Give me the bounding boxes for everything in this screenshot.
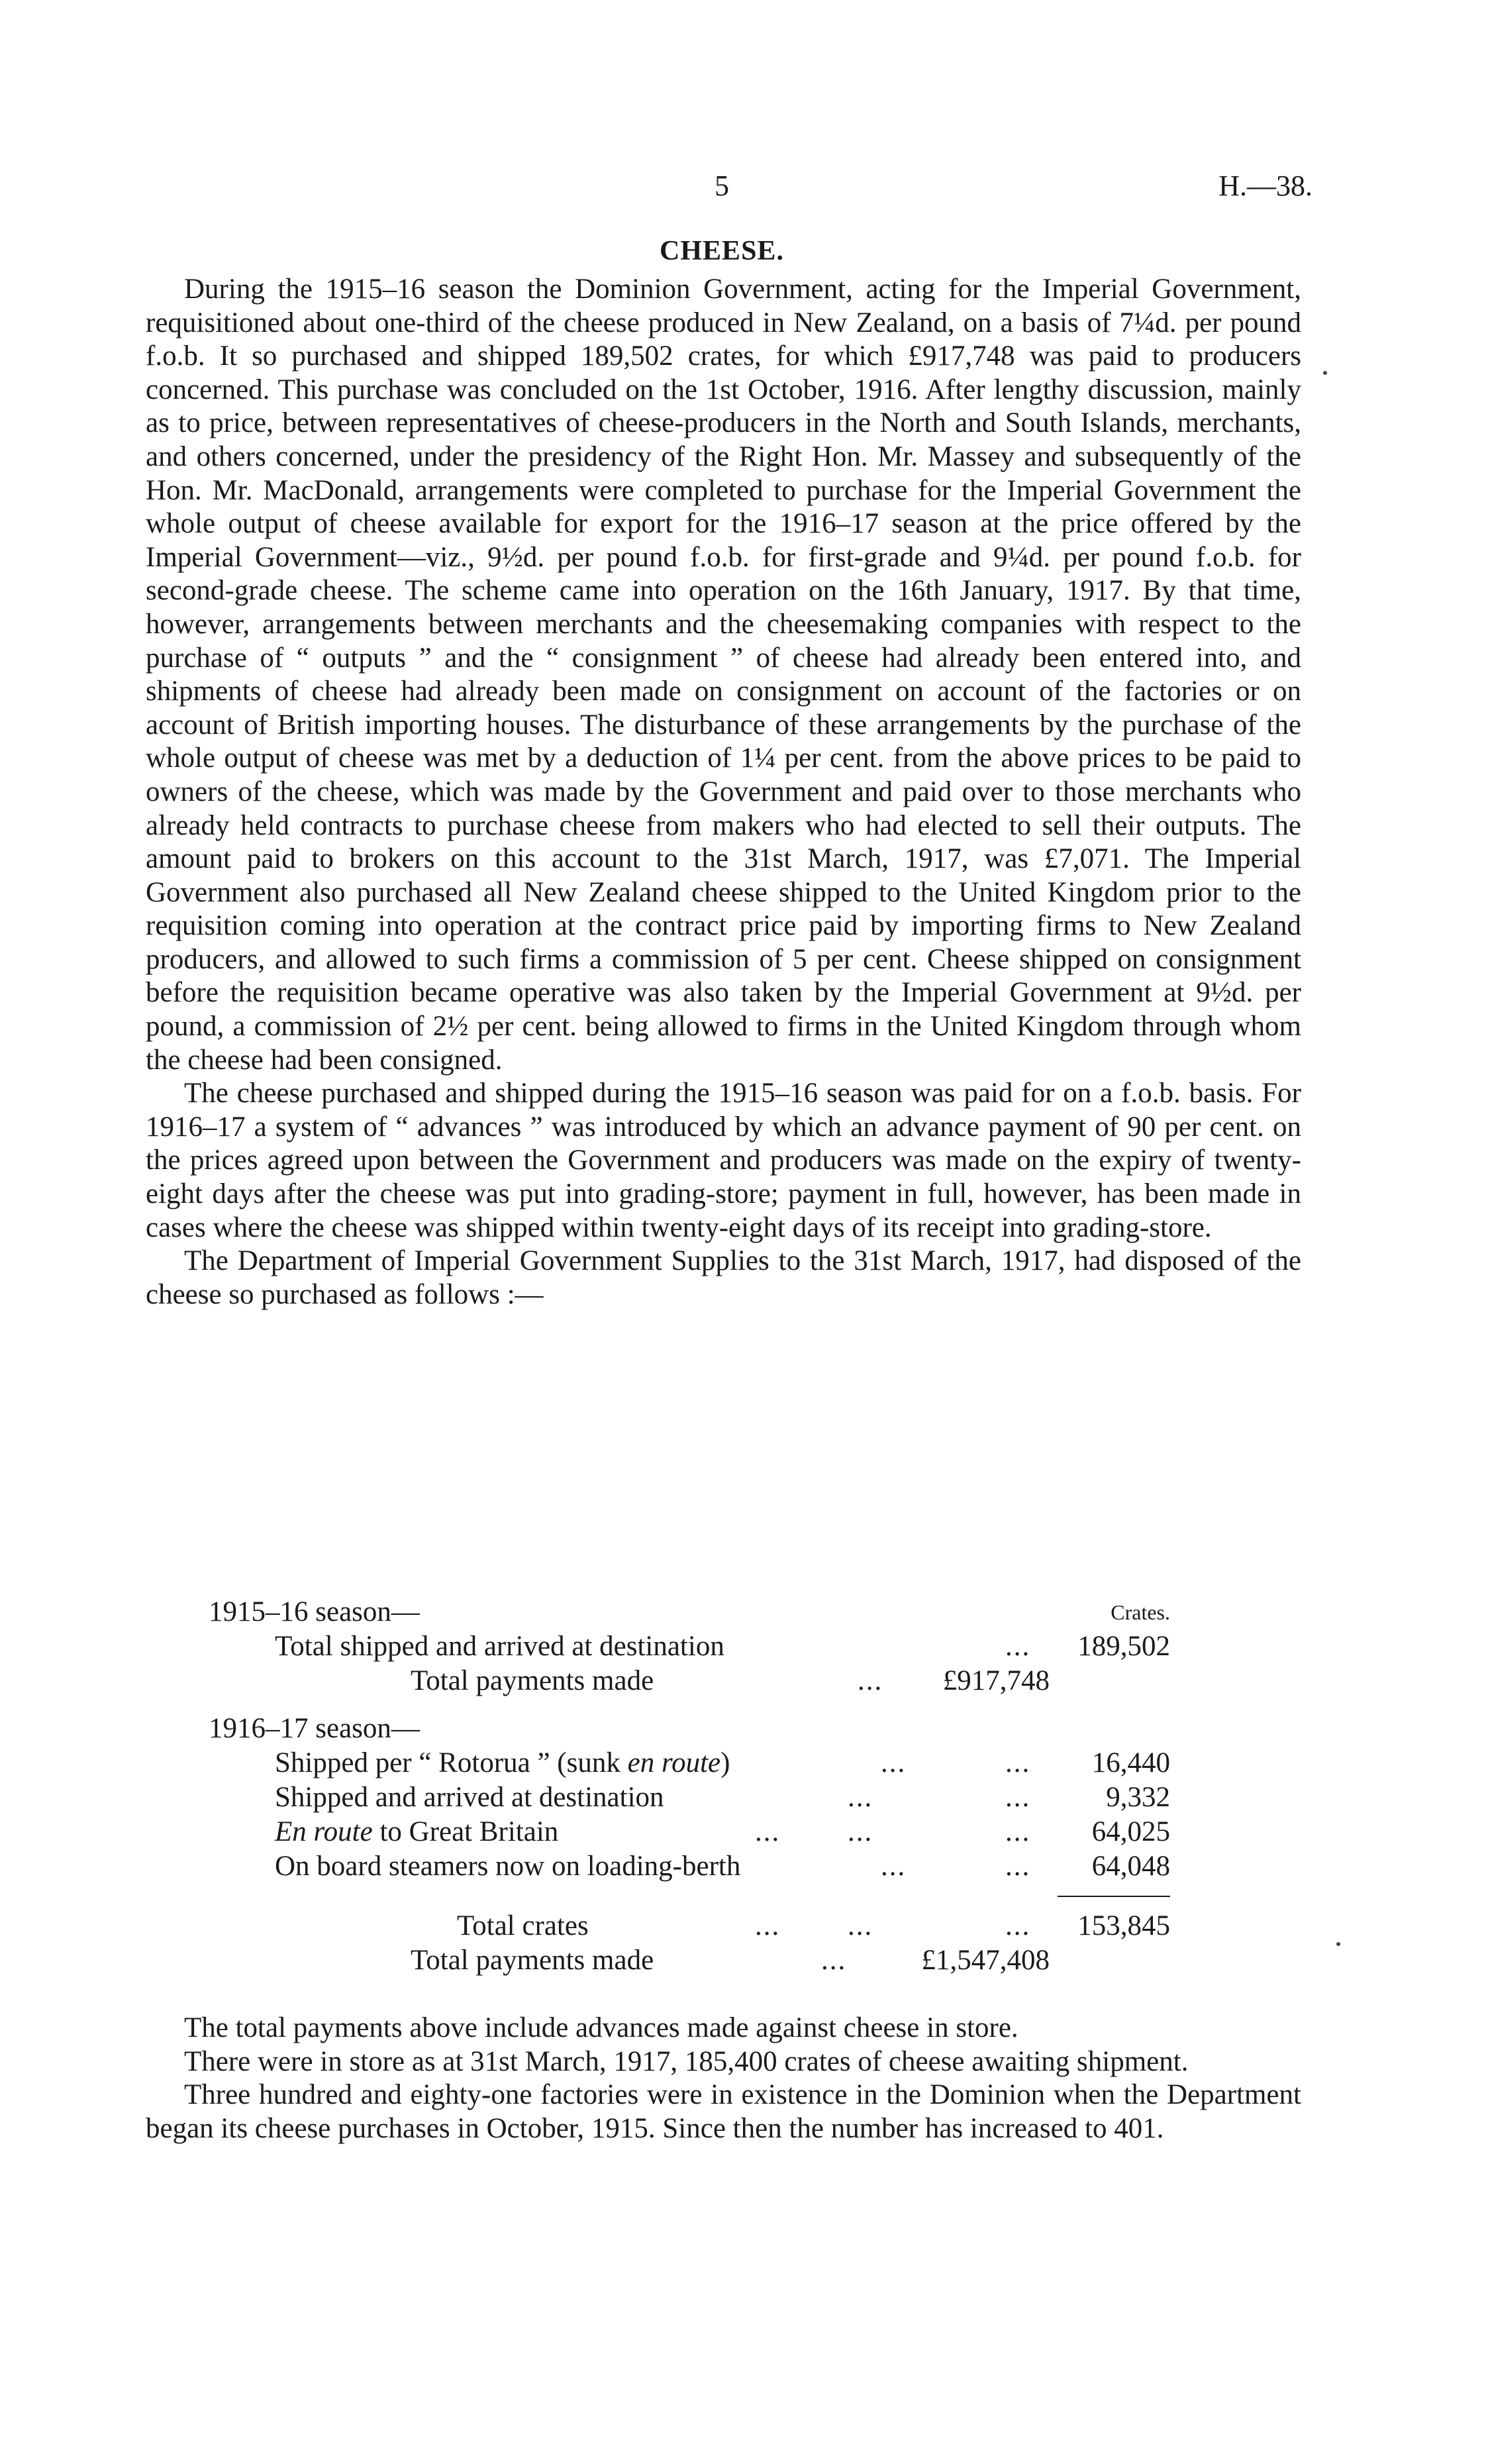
- total-payments-value: £1,547,408: [921, 1945, 1050, 1976]
- table-rule-row: [146, 1884, 1301, 1909]
- total-crates-value: 153,845: [1077, 1910, 1170, 1941]
- leader-dots: ...: [881, 1851, 907, 1882]
- table-row: [146, 1780, 1301, 1815]
- season-1916-label: 1916–17 season—: [209, 1713, 420, 1744]
- crates-column-header: Crates.: [1111, 1600, 1170, 1624]
- total-crates-row: [146, 1909, 1301, 1943]
- leader-dots: ...: [848, 1782, 873, 1813]
- season-1915-header-row: [146, 1595, 1301, 1629]
- total-payments-label: Total payments made: [411, 1945, 654, 1976]
- leader-dots: ...: [755, 1910, 781, 1941]
- body-text: [146, 273, 1301, 1311]
- paragraph-advances-note: The total payments above include advances made against cheese in store.: [184, 2012, 1018, 2043]
- total-payments-value: £917,748: [942, 1665, 1050, 1696]
- row-label: Shipped per “ Rotorua ” (sunk en route): [275, 1747, 730, 1778]
- paragraph-requisition: During the 1915–16 season the Dominion Government, acting for the Imperial Government, requisitioned about one-third of the cheese produced in New Zealand, on a basis of 7¼d. per pound f.o.b. It so purchased and shipped 189,502 crates, for which £917,748 was paid to producers concerned. This purchase was concluded on the 1st October, 1916. After lengthy discussion, mainly as to price, between representatives of cheese-producers in the North and South Islands, merchants, and others concerned, under the presidency of the Right Hon. Mr. Massey and subsequently of the Hon. Mr. MacDonald, arrangements were completed to purchase for the Imperial Government the whole output of cheese available for export for the 1916–17 season at the price offered by the Imperial Government—viz., 9½d. per pound f.o.b. for first-grade and 9¼d. per pound f.o.b. for second-grade cheese. The scheme came into operation on the 16th January, 1917. By that time, however, arrangements between merchants and the cheesemaking companies with respect to the purchase of “ outputs ” and the “ consignment ” of cheese had already been entered into, and shipments of cheese had already been made on consignment on account of the factories or on account of British importing houses. The disturbance of these arrangements by the purchase of the whole output of cheese was met by a deduction of 1¼ per cent. from the above prices to be paid to owners of the cheese, which was made by the Government and paid over to those merchants who already held contracts to purchase cheese from makers who had elected to sell their outputs. The amount paid to brokers on this account to the 31st March, 1917, was £7,071. The Imperial Government also purchased all New Zealand cheese shipped to the United Kingdom prior to the requisition coming into operation at the contract price paid by importing firms to New Zealand producers, and allowed to such firms a commission of 5 per cent. Cheese shipped on consignment before the requisition became operative was also taken by the Imperial Government at 9½d. per pound, a commission of 2½ per cent. being allowed to firms in the United Kingdom through whom the cheese had been consigned.: [146, 274, 1301, 1076]
- row-label: En route to Great Britain: [275, 1816, 559, 1847]
- row-value: 16,440: [1091, 1747, 1170, 1778]
- table-row: [146, 1849, 1301, 1884]
- total-payments-row-1916: [146, 1943, 1301, 1978]
- leader-dots: ...: [755, 1816, 781, 1847]
- paragraph-disposal-intro: The Department of Imperial Government Supplies to the 31st March, 1917, had disposed of the cheese so purchased as follows :—: [146, 1245, 1301, 1310]
- disposal-table: [146, 1595, 1301, 1978]
- row-label: Shipped and arrived at destination: [275, 1782, 664, 1813]
- leader-dots: ...: [848, 1910, 873, 1941]
- row-label: Total shipped and arrived at destination: [275, 1631, 724, 1662]
- page-header: [0, 169, 1486, 209]
- season-1915-label: 1915–16 season—: [209, 1596, 420, 1627]
- leader-dots: ...: [1005, 1851, 1031, 1882]
- table-spacer: [146, 1698, 1301, 1712]
- leader-dots: ...: [1005, 1631, 1031, 1662]
- leader-dots: ...: [1005, 1747, 1031, 1778]
- closing-text: [146, 2012, 1301, 2145]
- row-value: 189,502: [1077, 1631, 1170, 1662]
- season-1916-header-row: [146, 1712, 1301, 1746]
- paragraph-store: There were in store as at 31st March, 1917, 185,400 crates of cheese awaiting shipment.: [184, 2045, 1189, 2077]
- leader-dots: ...: [1005, 1782, 1031, 1813]
- total-payments-row-1915: [146, 1664, 1301, 1698]
- row-label: On board steamers now on loading-berth: [275, 1851, 741, 1882]
- leader-dots: ...: [848, 1816, 873, 1847]
- leader-dots: ...: [821, 1945, 847, 1976]
- row-value: 9,332: [1106, 1782, 1170, 1813]
- document-reference: H.—38.: [1218, 170, 1313, 202]
- total-payments-label: Total payments made: [411, 1665, 654, 1696]
- table-row: [146, 1629, 1301, 1664]
- paragraph-factories: Three hundred and eighty-one factories were in existence in the Dominion when the Department began its cheese purchases in October, 1915. Since then the number has increased to 401.: [146, 2079, 1301, 2144]
- table-row: [146, 1746, 1301, 1780]
- paragraph-advances: The cheese purchased and shipped during the 1915–16 season was paid for on a f.o.b. basis. For 1916–17 a system of “ advances ” was introduced by which an advance payment of 90 per cent. on the prices agreed upon between the Government and producers was made on the expiry of twenty-eight days after the cheese was put into grading-store; payment in full, however, has been made in cases where the cheese was shipped within twenty-eight days of its receipt into grading-store.: [146, 1078, 1301, 1243]
- leader-dots: ...: [881, 1747, 907, 1778]
- page-number: 5: [715, 170, 729, 202]
- total-crates-label: Total crates: [457, 1910, 589, 1941]
- table-row: [146, 1815, 1301, 1849]
- total-rule: [1058, 1896, 1170, 1897]
- margin-speck: [1323, 371, 1327, 375]
- leader-dots: ...: [1005, 1910, 1031, 1941]
- leader-dots: ...: [1005, 1816, 1031, 1847]
- margin-speck: [1336, 1942, 1340, 1946]
- row-value: 64,025: [1091, 1816, 1170, 1847]
- row-value: 64,048: [1091, 1851, 1170, 1882]
- section-title: CHEESE.: [660, 236, 784, 266]
- leader-dots: ...: [858, 1665, 883, 1696]
